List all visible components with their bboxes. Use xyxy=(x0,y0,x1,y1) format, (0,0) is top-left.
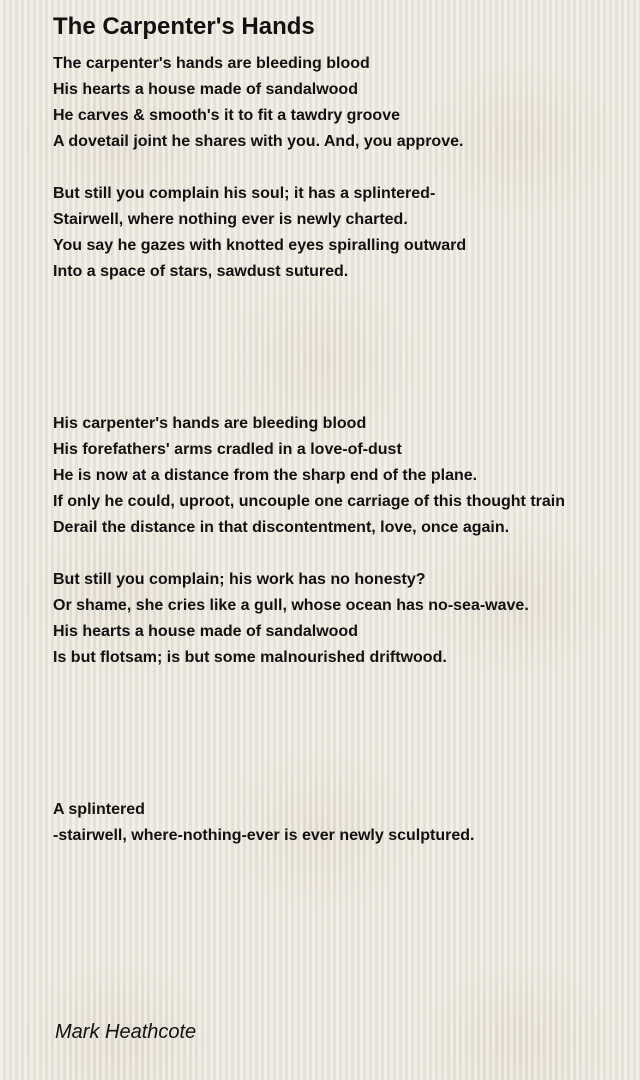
poem-line: If only he could, uproot, uncouple one carriage of this thought train xyxy=(53,493,565,510)
poem-line: -stairwell, where-nothing-ever is ever newly sculptured. xyxy=(53,827,475,844)
poem-line: A splintered xyxy=(53,801,145,818)
poem-title: The Carpenter's Hands xyxy=(53,13,315,40)
poem-line: His forefathers' arms cradled in a love-of-dust xyxy=(53,441,402,458)
stanza-5 xyxy=(53,797,474,849)
author-name: Mark Heathcote xyxy=(55,1021,197,1043)
stanza-1 xyxy=(53,51,463,155)
stanza-3 xyxy=(53,411,565,541)
poem-line: The carpenter's hands are bleeding blood xyxy=(53,55,370,72)
poem-line: Or shame, she cries like a gull, whose ocean has no-sea-wave. xyxy=(53,597,529,614)
poem-line: Stairwell, where nothing ever is newly charted. xyxy=(53,211,408,228)
poem-line: Is but flotsam; is but some malnourished driftwood. xyxy=(53,649,447,666)
poem-line: He carves & smooth's it to fit a tawdry groove xyxy=(53,107,400,124)
stanza-2 xyxy=(53,181,466,285)
poem-line: But still you complain his soul; it has a splintered- xyxy=(53,185,436,202)
poem-line: Into a space of stars, sawdust sutured. xyxy=(53,263,349,280)
poem-line: A dovetail joint he shares with you. And, you approve. xyxy=(53,133,464,150)
poem-line: But still you complain; his work has no honesty? xyxy=(53,571,426,588)
stanza-4 xyxy=(53,567,529,671)
poem-line: His hearts a house made of sandalwood xyxy=(53,81,358,98)
poem-line: He is now at a distance from the sharp end of the plane. xyxy=(53,467,478,484)
poem-line: Derail the distance in that discontentment, love, once again. xyxy=(53,519,510,536)
poem-line: His carpenter's hands are bleeding blood xyxy=(53,415,367,432)
poem-line: You say he gazes with knotted eyes spiralling outward xyxy=(53,237,467,254)
poem-line: His hearts a house made of sandalwood xyxy=(53,623,358,640)
